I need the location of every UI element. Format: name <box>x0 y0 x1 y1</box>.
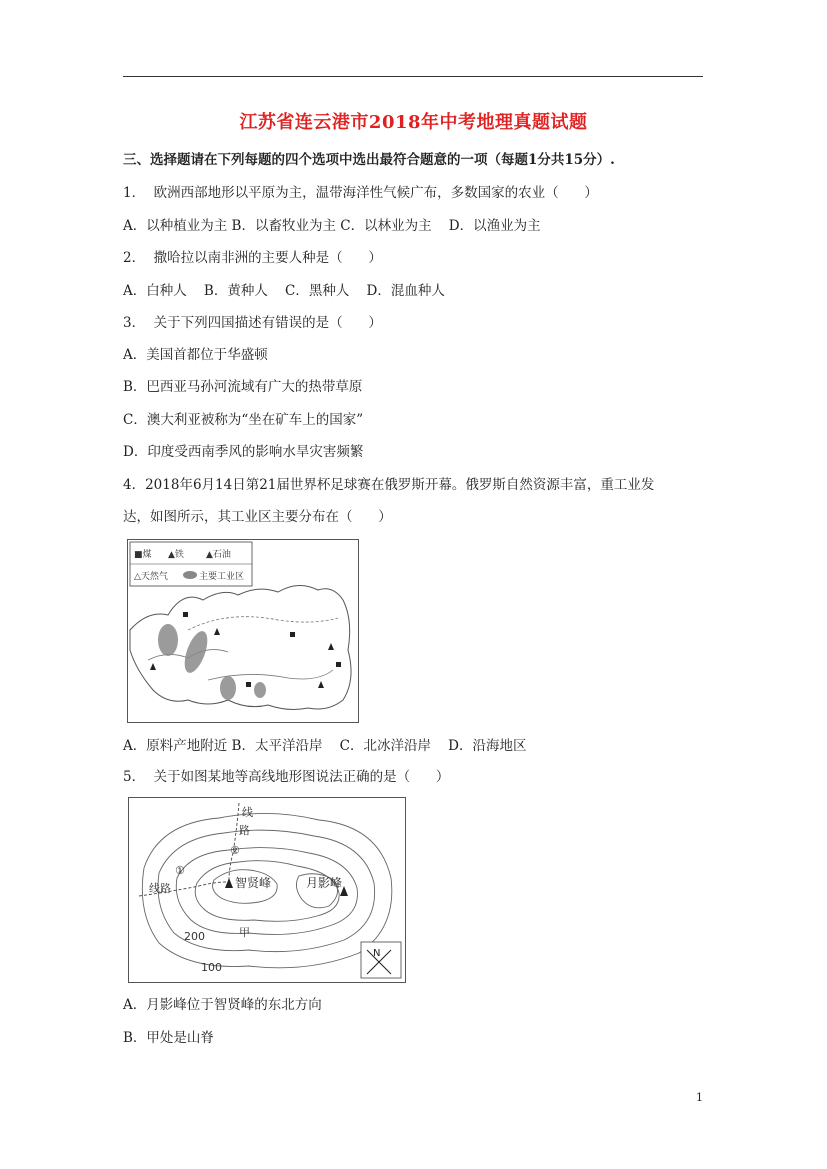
peak1-triangle <box>225 878 233 888</box>
q3-stem: 3． 关于下列四国描述有错误的是（ ） <box>123 315 382 331</box>
contour-label-100: 100 <box>201 961 222 974</box>
q3-option-c: C．澳大利亚被称为“坐在矿车上的国家” <box>123 412 364 428</box>
circle-label-2: ② <box>230 844 240 857</box>
industry-area-4 <box>254 682 266 698</box>
legend-industry-swatch <box>183 571 197 579</box>
legend-oil: ▲石油 <box>206 550 231 560</box>
iron-marker <box>150 663 156 670</box>
q2-options: A．白种人 B．黄种人 C．黑种人 D．混血种人 <box>123 283 445 299</box>
contour-map <box>129 798 405 982</box>
coal-marker <box>246 682 251 687</box>
q2-stem: 2． 撒哈拉以南非洲的主要人种是（ ） <box>123 250 382 266</box>
page-number: 1 <box>696 1091 703 1104</box>
road-label-1: 线 <box>242 806 253 819</box>
coal-marker <box>336 662 341 667</box>
industry-area-2 <box>180 628 212 676</box>
oil-marker <box>214 628 220 635</box>
q4-stem-line2: 达，如图所示，其工业区主要分布在（ ） <box>123 509 392 525</box>
oil-marker <box>318 681 324 688</box>
industry-area-1 <box>158 624 178 656</box>
q3-option-a: A．美国首都位于华盛顿 <box>123 347 268 363</box>
q1-stem: 1． 欧洲西部地形以平原为主，温带海洋性气候广布，多数国家的农业（ ） <box>123 185 598 201</box>
road-label-2: 路 <box>239 824 250 837</box>
q3-option-b: B．巴西亚马孙河流域有广大的热带草原 <box>123 379 363 395</box>
russia-map-figure <box>127 539 359 723</box>
q5-stem: 5． 关于如图某地等高线地形图说法正确的是（ ） <box>123 769 450 785</box>
contour-100 <box>142 813 392 967</box>
point-jia-label: 甲 <box>239 926 250 939</box>
q5-option-a: A．月影峰位于智贤峰的东北方向 <box>123 997 322 1013</box>
coal-marker <box>183 612 188 617</box>
q4-options: A．原料产地附近 B．太平洋沿岸 C．北冰洋沿岸 D．沿海地区 <box>123 738 527 754</box>
road-label-3: 线路 <box>149 882 171 895</box>
legend-industry: 主要工业区 <box>199 572 245 582</box>
q1-options: A．以种植业为主 B．以畜牧业为主 C．以林业为主 D．以渔业为主 <box>123 218 541 234</box>
russia-map <box>128 540 358 722</box>
contour-map-figure <box>128 797 406 983</box>
peak2-label: 月影峰 <box>306 876 343 890</box>
contour-label-200: 200 <box>184 930 205 943</box>
north-label: N <box>373 948 381 959</box>
q3-option-d: D．印度受西南季风的影响水旱灾害频繁 <box>123 444 364 460</box>
legend-coal: ■煤 <box>134 550 152 560</box>
iron-marker <box>328 643 334 650</box>
section-heading: 三、选择题请在下列每题的四个选项中选出最符合题意的一项（每题1分共15分）. <box>123 152 615 168</box>
coal-marker <box>290 632 295 637</box>
railway-line <box>188 617 338 630</box>
industry-area-3 <box>220 676 236 700</box>
header-rule <box>123 76 703 77</box>
route-line-2 <box>229 803 239 880</box>
q5-option-b: B．甲处是山脊 <box>123 1030 214 1046</box>
legend-iron: ▲铁 <box>168 550 184 560</box>
contour-400 <box>195 861 339 922</box>
circle-label-1: ① <box>175 864 185 877</box>
legend-gas: △天然气 <box>134 572 168 582</box>
peak1-label: 智贤峰 <box>235 876 272 890</box>
q4-stem-line1: 4．2018年6月14日第21届世界杯足球赛在俄罗斯开幕。俄罗斯自然资源丰富，重工业发 <box>123 477 655 493</box>
page-title: 江苏省连云港市2018年中考地理真题试题 <box>239 112 588 133</box>
